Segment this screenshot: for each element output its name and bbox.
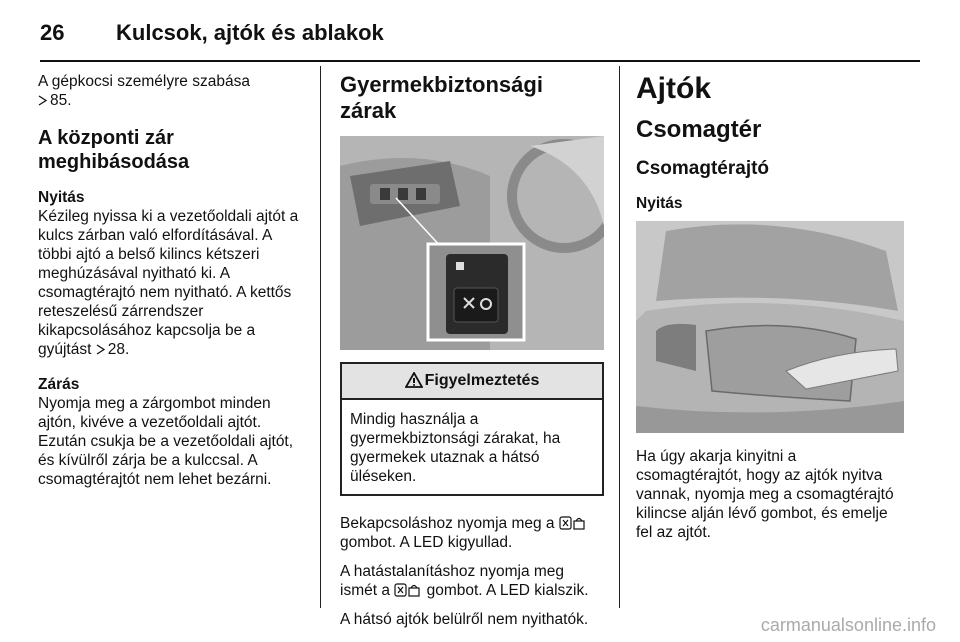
intro-page-ref[interactable]: 85. <box>50 92 72 109</box>
chapter-title: Kulcsok, ajtók és ablakok <box>116 20 384 45</box>
section-heading-doors: Ajtók <box>636 72 711 105</box>
door-panel-image <box>340 136 604 350</box>
tailgate-opening-illustration <box>636 221 904 433</box>
intro-paragraph <box>38 72 306 110</box>
warning-header <box>342 364 602 400</box>
activate-text-b: gombot. A LED kigyullad. <box>340 534 513 551</box>
warning-text: Mindig használja a gyermekbiztonsági zárakat, ha gyermekek utaznak a hátsó üléseken. <box>350 411 561 485</box>
column-1 <box>38 72 306 499</box>
column-2 <box>340 72 604 639</box>
warning-title: Figyelmeztetés <box>424 372 540 389</box>
page-number: 26 <box>40 20 65 45</box>
close-label: Zárás <box>38 376 80 393</box>
warning-icon <box>405 372 423 388</box>
warning-box <box>340 362 604 496</box>
rear-doors-paragraph: A hátsó ajtók belülről nem nyithatók. <box>340 611 589 628</box>
header-divider <box>40 60 920 62</box>
deactivate-text-a: A hatástalanításhoz nyomja meg ismét a <box>340 563 565 599</box>
subheading-luggage: Csomagtér <box>636 116 762 143</box>
section-heading-central-lock: A központi zár meghibásodása <box>38 127 190 173</box>
open-page-ref[interactable]: 28. <box>107 341 130 358</box>
section-heading-child-locks: Gyermekbiztonsági zárak <box>340 72 543 123</box>
subheading-tailgate: Csomagtérajtó <box>636 158 770 179</box>
tailgate-open-label: Nyitás <box>636 195 683 212</box>
tailgate-paragraph: Ha úgy akarja kinyitni a csomagtérajtót, hogy az ajtók nyitva vannak, nyomja meg a csomagtérajtó kilincse alján lévő gombot, és emelje fel az ajtót. <box>636 448 894 541</box>
deactivate-paragraph <box>340 562 604 600</box>
activate-paragraph <box>340 514 604 552</box>
page-ref-arrow-icon <box>96 344 105 355</box>
page-ref-arrow-icon <box>38 95 47 106</box>
open-text: Kézileg nyissa ki a vezetőoldali ajtót a kulcs zárban való elfordításával. A többi ajtó a belső kilincs kétszeri meghúzásával nyitható ki. A csomagtérajtó nem nyitható. A kettős reteszelésű zárrendszer kikapcsolásához kapcsolja be a gyújtást <box>38 208 299 358</box>
watermark: carmanualsonline.info <box>760 615 936 635</box>
tailgate-image <box>636 221 904 433</box>
child-lock-button-icon <box>394 583 422 597</box>
child-lock-button-icon <box>559 516 587 530</box>
open-paragraph <box>38 207 306 359</box>
column-divider-1 <box>320 66 321 608</box>
deactivate-text-b: gombot. A LED kialszik. <box>426 582 589 599</box>
page-header <box>40 12 920 60</box>
door-panel-child-lock-illustration <box>340 136 604 350</box>
column-divider-2 <box>619 66 620 608</box>
close-paragraph: Nyomja meg a zárgombot minden ajtón, kivéve a vezetőoldali ajtót. Ezután csukja be a vezetőoldali ajtót, és kívülről zárja be a kulccsal. A csomagtérajtót nem lehet bezárni. <box>38 395 294 488</box>
open-label: Nyitás <box>38 189 85 206</box>
intro-text: A gépkocsi személyre szabása <box>38 73 250 90</box>
activate-text-a: Bekapcsoláshoz nyomja meg a <box>340 515 555 532</box>
column-3 <box>636 72 904 552</box>
